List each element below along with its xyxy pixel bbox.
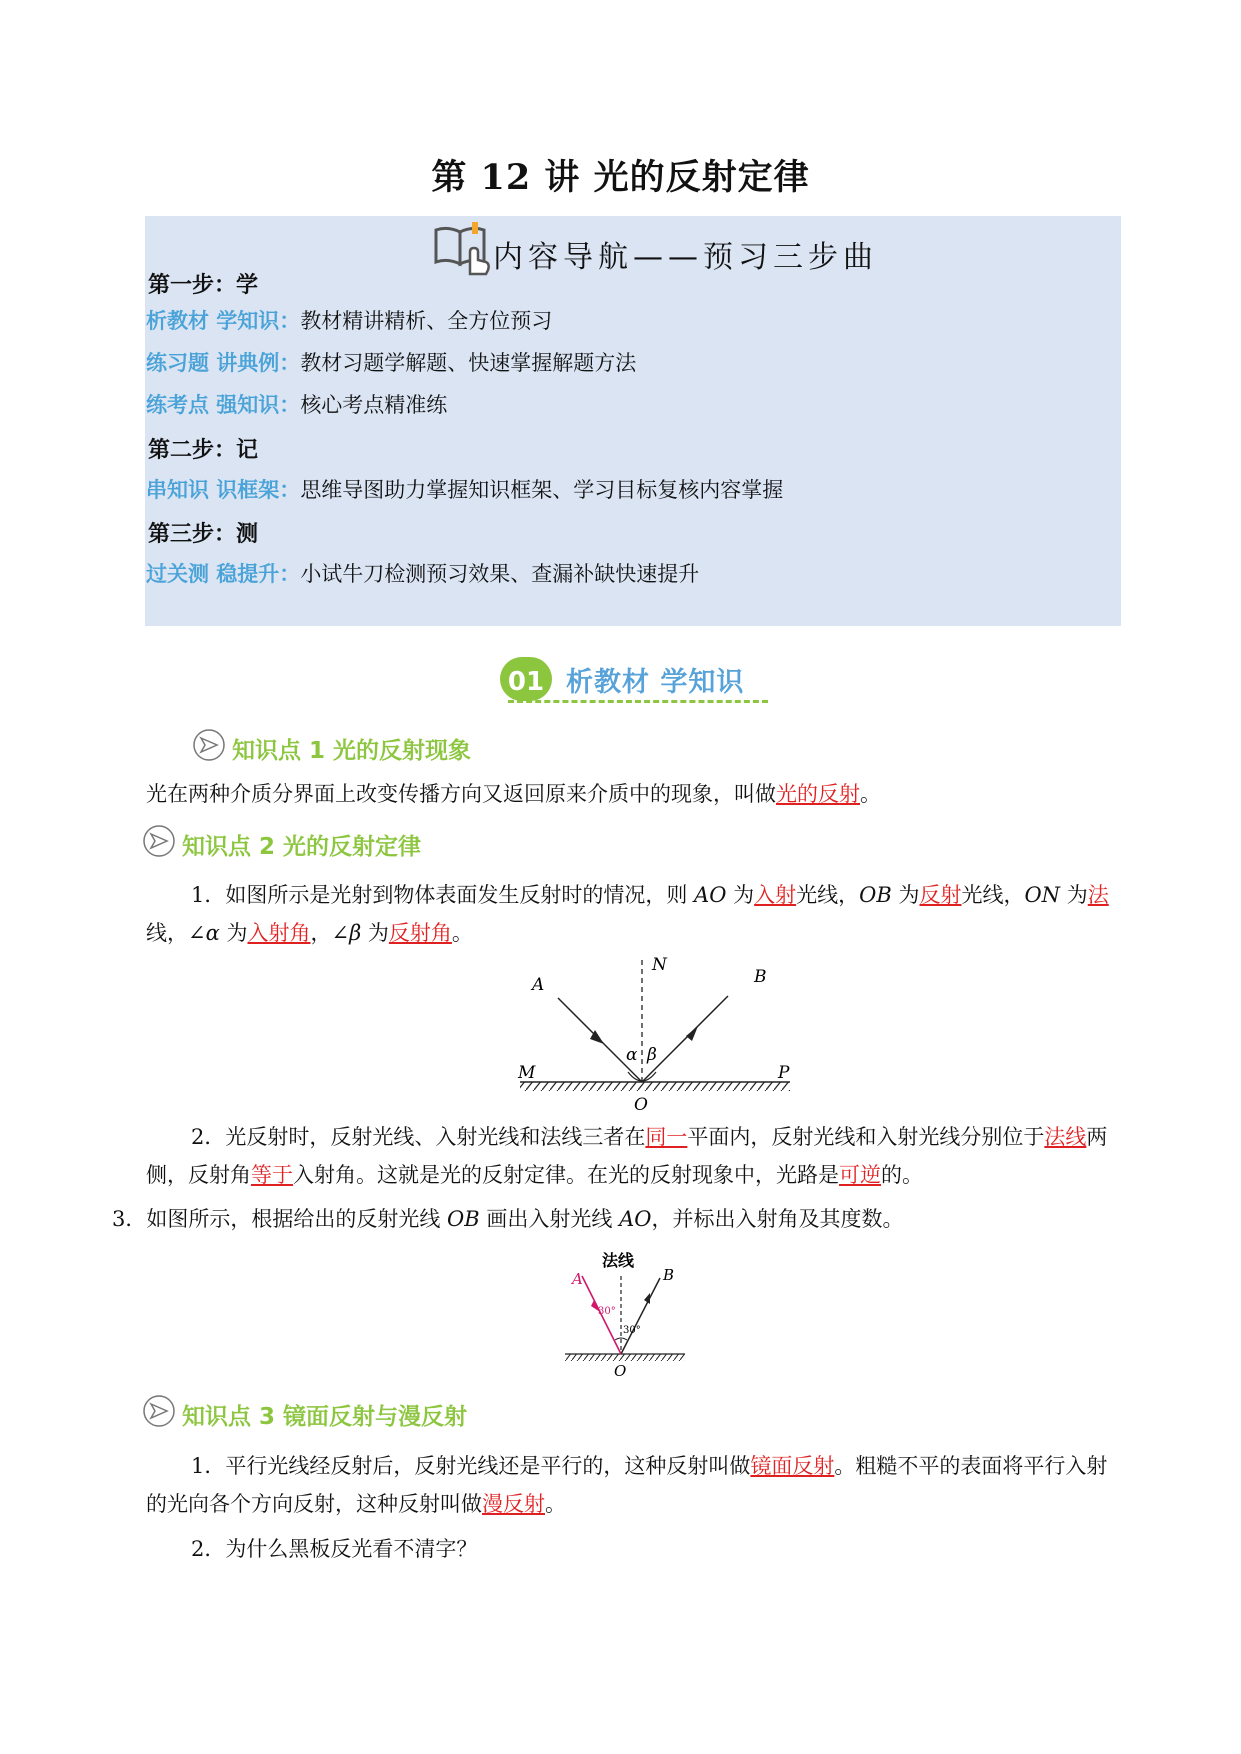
kp2-paragraph-2 [146, 1118, 1122, 1194]
label-B: B [663, 1266, 675, 1284]
label-B: B [754, 967, 767, 987]
arrow-circle-icon [142, 824, 176, 858]
text: 。 [860, 782, 881, 806]
text: 入射角。这就是光的反射定律。在光的反射现象中，光路是 [293, 1163, 839, 1187]
nav-row [146, 558, 699, 588]
mirror-hatching [520, 1082, 790, 1091]
text: 为 [726, 883, 755, 907]
navigation-header: 内容导航——预习三步曲 [493, 240, 878, 275]
text: 光线， [796, 883, 860, 907]
nav-row-text: 核心考点精准练 [300, 393, 448, 417]
answer-blank: 法线 [1044, 1125, 1087, 1149]
nav-row-label: 练习题 讲典例： [146, 351, 301, 375]
kp2-paragraph-3 [112, 1200, 903, 1238]
reflected-ray [642, 996, 728, 1082]
text: 线，∠ [146, 921, 206, 945]
label-O: O [614, 1362, 627, 1380]
step2-heading: 第二步：记 [148, 437, 259, 463]
text: 。 [451, 921, 473, 945]
nav-row-label: 析教材 学知识： [146, 309, 301, 333]
text: 。 [545, 1492, 566, 1516]
reflection-law-figure [510, 950, 800, 1120]
step1-heading: 第一步：学 [148, 272, 259, 298]
kp1-paragraph [146, 775, 881, 813]
nav-row-text: 教材精讲精析、全方位预习 [300, 309, 553, 333]
nav-row-label: 练考点 强知识： [146, 393, 301, 417]
answer-blank: 法 [1087, 883, 1109, 907]
section-underline [508, 700, 768, 703]
math-text: β [349, 921, 362, 945]
answer-blank: 可逆 [839, 1163, 881, 1187]
answer-blank: 反射角 [388, 921, 452, 945]
nav-row-text: 小试牛刀检测预习效果、查漏补缺快速提升 [300, 562, 700, 586]
text: 3．如图所示，根据给出的反射光线 [112, 1207, 448, 1231]
text: 平面内，反射光线和入射光线分别位于 [687, 1125, 1045, 1149]
label-P: P [778, 1063, 790, 1083]
text: 为 [1060, 883, 1088, 907]
math-text: α [205, 921, 220, 945]
exercise-figure [560, 1248, 690, 1380]
label-beta: β [647, 1045, 657, 1065]
page-title: 第 12 讲 光的反射定律 [431, 157, 810, 198]
answer-blank: 同一 [645, 1125, 688, 1149]
label-angle-incidence: 30° [598, 1306, 616, 1317]
text: 为 [891, 883, 920, 907]
text: ，并标出入射角及其度数。 [651, 1207, 904, 1231]
answer-blank: 镜面反射 [750, 1454, 835, 1478]
arrow-icon [686, 1026, 698, 1041]
label-normal: 法线 [602, 1251, 635, 1270]
label-N: N [652, 955, 667, 975]
text: 两侧，反射角 [146, 1125, 1108, 1187]
mirror-hatching [565, 1354, 685, 1361]
text: 光线， [961, 883, 1025, 907]
nav-row-label: 过关测 稳提升： [146, 562, 301, 586]
knowledge-point-3-title: 知识点 3 镜面反射与漫反射 [182, 1404, 468, 1430]
knowledge-point-1-title: 知识点 1 光的反射现象 [232, 738, 472, 764]
text: 1．平行光线经反射后，反射光线还是平行的，这种反射叫做 [191, 1454, 751, 1478]
nav-row-label: 串知识 识框架： [146, 478, 301, 502]
answer-blank: 等于 [251, 1163, 293, 1187]
answer-blank: 漫反射 [482, 1492, 545, 1516]
label-angle-reflection: 30° [623, 1325, 641, 1336]
label-M: M [518, 1063, 536, 1083]
answer-blank: 入射 [754, 883, 797, 907]
text: 的。 [881, 1163, 923, 1187]
math-text: OB [859, 883, 892, 907]
answer-blank: 入射角 [247, 921, 311, 945]
answer-blank: 反射 [919, 883, 962, 907]
reflected-ray [621, 1278, 660, 1354]
section-number-badge [500, 655, 556, 705]
nav-row [146, 347, 636, 377]
text: 1．如图所示是光射到物体表面发生反射时的情况，则 [191, 883, 695, 907]
kp3-paragraph-1 [146, 1447, 1122, 1523]
text: 画出入射光线 [479, 1207, 620, 1231]
step3-heading: 第三步：测 [148, 521, 259, 547]
text: ，∠ [310, 921, 350, 945]
text: 2．光反射时，反射光线、入射光线和法线三者在 [191, 1125, 646, 1149]
nav-row-text: 思维导图助力掌握知识框架、学习目标复核内容掌握 [300, 478, 784, 502]
section-badge-number: 01 [507, 667, 545, 697]
math-text: OB [447, 1207, 480, 1231]
answer-blank: 光的反射 [776, 782, 860, 806]
text: 为 [361, 921, 389, 945]
book-pointer-icon [432, 218, 494, 276]
arrow-circle-icon [192, 728, 226, 762]
arrow-circle-icon [142, 1394, 176, 1428]
text: 为 [219, 921, 248, 945]
text: 。粗糙不平的表面将平行入射的光向各个方向反射，这种反射叫做 [146, 1454, 1108, 1516]
nav-row-text: 教材习题学解题、快速掌握解题方法 [300, 351, 637, 375]
label-alpha: α [626, 1045, 638, 1065]
label-O: O [634, 1095, 648, 1115]
text: 光在两种介质分界面上改变传播方向又返回原来介质中的现象，叫做 [146, 782, 776, 806]
nav-row [146, 389, 447, 419]
nav-row [146, 305, 552, 335]
math-text: AO [619, 1207, 652, 1231]
math-text: ON [1024, 883, 1061, 907]
kp2-paragraph-1 [146, 876, 1122, 952]
kp3-paragraph-2: 2．为什么黑板反光看不清字？ [191, 1537, 478, 1561]
math-text: AO [694, 883, 727, 907]
section-title: 析教材 学知识 [566, 667, 745, 698]
nav-row [146, 474, 783, 504]
label-A: A [532, 975, 545, 995]
knowledge-point-2-title: 知识点 2 光的反射定律 [182, 834, 422, 860]
label-A: A [572, 1270, 583, 1288]
